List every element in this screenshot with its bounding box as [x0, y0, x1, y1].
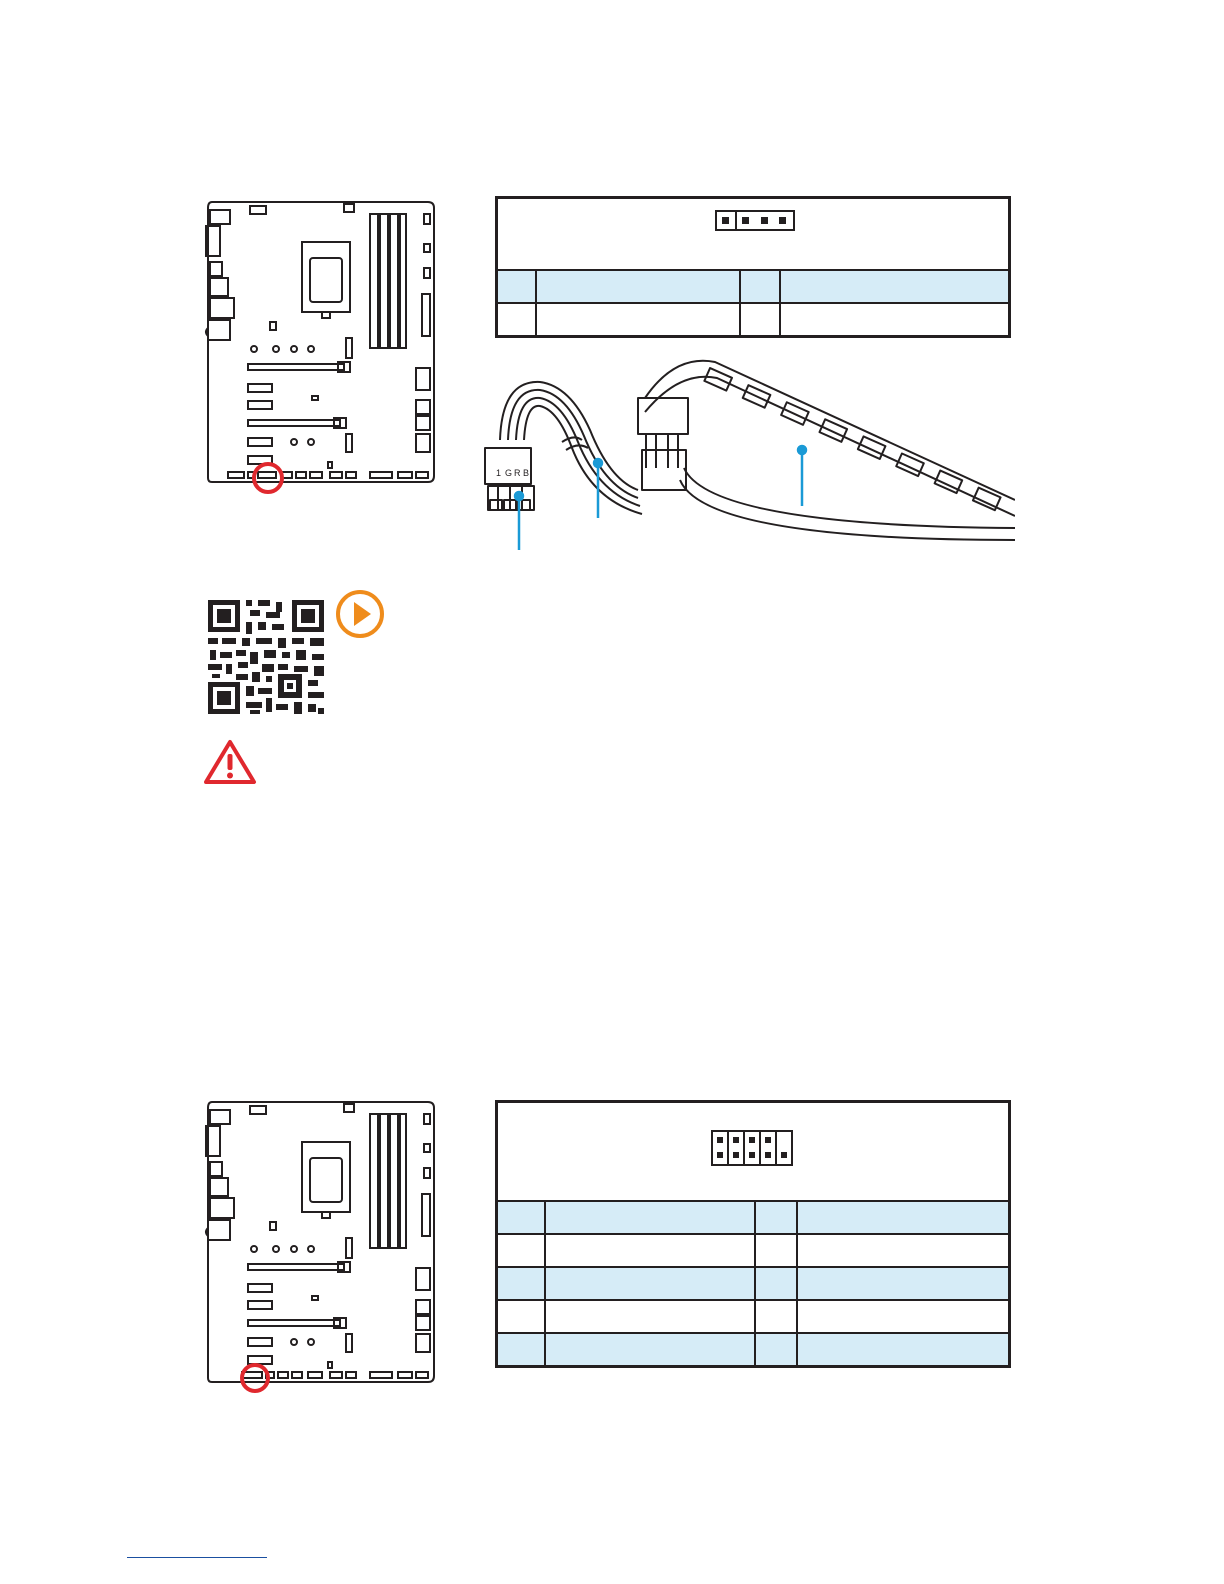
table-header-row	[498, 1201, 1008, 1234]
motherboard-layout-bottom	[198, 1096, 443, 1396]
svg-text:B: B	[523, 468, 530, 478]
svg-text:1: 1	[496, 468, 502, 478]
serial-connector-pinout-icon	[711, 1130, 795, 1168]
table-row	[498, 1267, 1008, 1300]
table-row	[498, 1234, 1008, 1267]
video-play-icon[interactable]	[334, 588, 386, 640]
rgb-connector-pinout-icon	[715, 210, 797, 232]
qr-code-icon	[206, 598, 326, 716]
svg-text:G: G	[505, 468, 513, 478]
pin-definition-table-2	[498, 1200, 1008, 1365]
table-row	[498, 303, 1008, 335]
warning-icon	[202, 738, 258, 786]
table-header-row	[498, 270, 1008, 303]
motherboard-layout-top	[198, 196, 443, 496]
svg-text:R: R	[514, 468, 521, 478]
rgb-led-strip-illustration	[470, 350, 1015, 560]
table-row	[498, 1300, 1008, 1333]
table-row	[498, 1333, 1008, 1365]
pin-definition-table-1	[498, 269, 1008, 335]
rgb-header-pin-table	[495, 196, 1011, 338]
footer-link[interactable]	[127, 1556, 267, 1558]
serial-header-pin-table	[495, 1100, 1011, 1368]
